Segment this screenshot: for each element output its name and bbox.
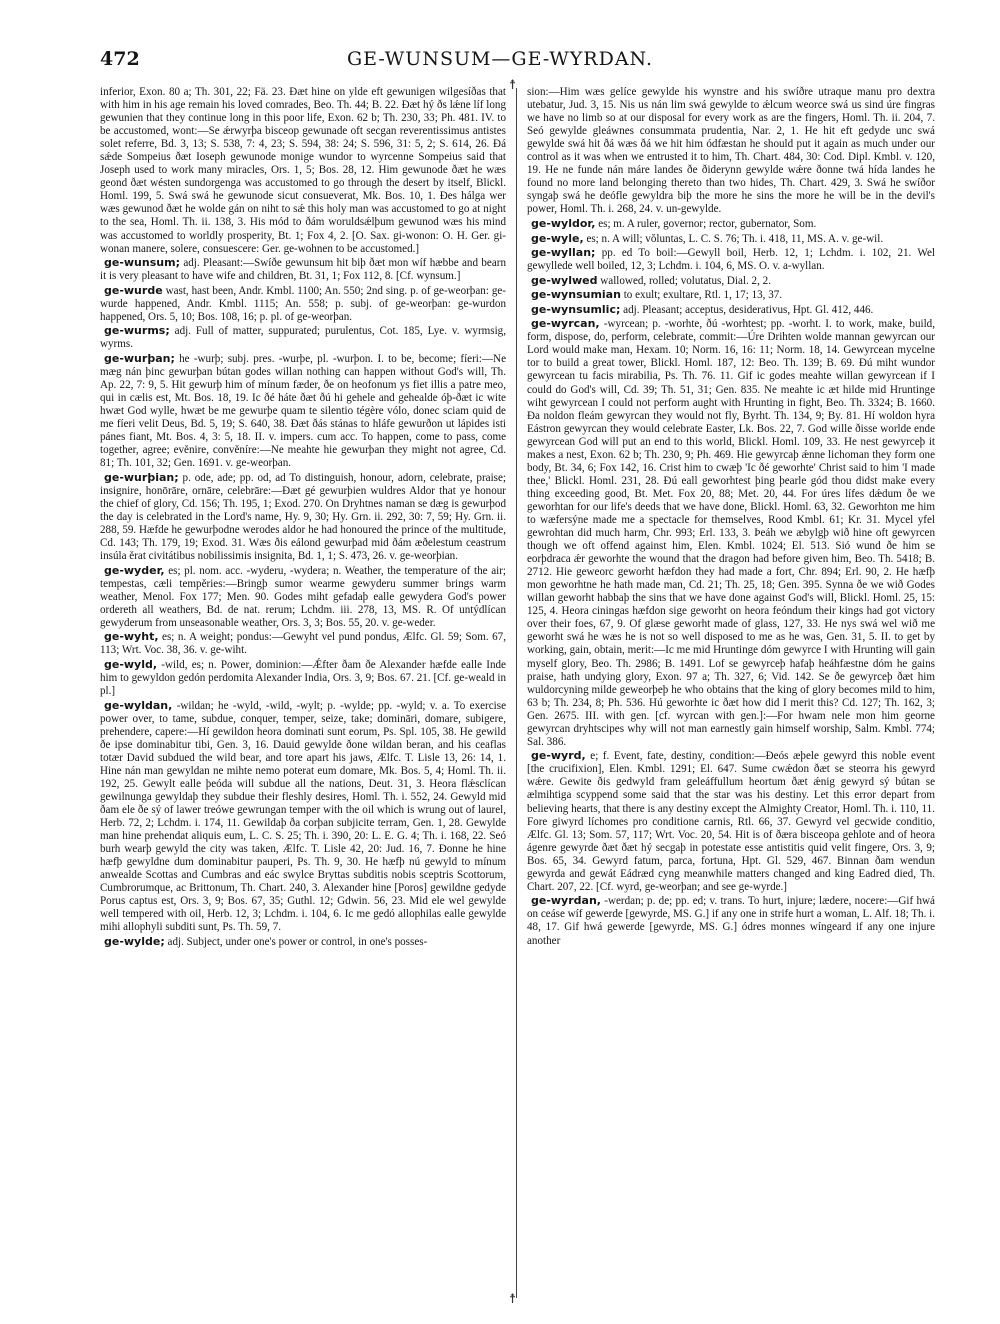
dictionary-entry <box>100 352 506 470</box>
entry-headword: ge-wurde <box>104 283 163 297</box>
column-divider <box>516 88 517 1298</box>
dictionary-entry <box>527 217 935 231</box>
entry-headword: ge-wyldan, <box>104 698 173 712</box>
entry-headword: ge-wyldor, <box>531 216 596 230</box>
dictionary-entry <box>100 935 506 949</box>
dictionary-entry <box>527 246 935 273</box>
dictionary-entry <box>100 86 506 256</box>
entry-definition: es; n. A will; vŏluntas, L. C. S. 76; Th. i. 418, 11, MS. A. v. ge-wil. <box>586 232 884 245</box>
entry-headword: ge-wyle, <box>531 231 584 245</box>
entry-headword: ge-wylwed <box>531 273 598 287</box>
right-column <box>527 86 935 1301</box>
entry-definition: adj. Pleasant:—Swíðe gewunsum hit biþ ðæt mon wíf hæbbe and bearn it is very pleasant to have wife and children, Bt. 31, 1; Fox 112, 8. [Cf. wynsum.] <box>100 257 506 283</box>
entry-definition: adj. Subject, under one's power or control, in one's posses- <box>167 936 428 948</box>
entry-headword: ge-wyllan; <box>531 246 596 260</box>
entry-headword: ge-wyder, <box>104 563 165 577</box>
dictionary-entry <box>527 894 935 947</box>
entry-definition: -werdan; p. de; pp. ed; v. trans. To hurt, injure; lædere, nocere:—Gif hwá on ceáse wíf gewerde [gewyrde, MS. G.] if any one in strife hurt a woman, L. Alf. 18; Th. i. 48, 17. Gif hwá gewerde [gewyrde, MS. G.] ódres monnes wíngeard if any one injure another <box>527 895 935 947</box>
entry-definition: wast, hast been, Andr. Kmbl. 1100; An. 550; 2nd sing. p. of ge-weorþan: ge-wurde happened, Andr. Kmbl. 1115; An. 558; p. subj. of ge-weorþan: ge-wurdon happened, Ors. 5, 10; Bos. 108, 16; p. pl. of ge-weorþan. <box>100 284 506 323</box>
entry-definition: inferior, Exon. 80 a; Th. 301, 22; Fä. 23. Ðæt hine on ylde eft gewunigen wilgesíðas that with him in his age remain his loved comrades, Beo. Th. 44; B. 22. Ðæt hý ðs lǽne líf long gewunien that they continue long in this poor life, Exon. 62 b; Th. 230, 33; Ph. 481. IV. to be accustomed, wont:—Se ǽrwyrþa bisceop gewunade oft secgan reverentissimus antistes solet referre, Bd. 3, 13; S. 538, 7: 4, 23; S. 594, 38: 24; S. 596, 31: 5, 2; S. 614, 26. Ðá sǽde Sompeius ðæt Ioseph gewunode monige wundor to wyrcenne Sompeius said that Joseph used to work many miracles, Ors. 1, 5; Bos. 28, 12. Him gewunode ðæt he wæs geond ðæt wésten sundorgenga was accustomed to go through the desert by itself, Blickl. Homl. 199, 5. Swá swá he gewunode sicut consueverat, Mk. Bos. 10, 1. Ðes hálga wer wæs gewunod ðæt he wolde gán on niht to sǽ this holy man was accustomed to go at night to the sea, Homl. Th. ii. 138, 3. His mód to ðám woruldsǽlþum gewunod wæs his mind was accustomed to worldly prosperity, Bt. 1; Fox 4, 2. [O. Sax. gi-wonon: O. H. Ger. gi-wonan manere, solere, consuescere: Ger. ge-wohnen to be accustomed.] <box>100 86 506 255</box>
dictionary-entry <box>100 699 506 935</box>
entry-headword: ge-wunsum; <box>104 256 180 270</box>
dictionary-entry <box>100 284 506 324</box>
entry-headword: ge-wurþian; <box>104 470 179 484</box>
entry-headword: ge-wurms; <box>104 324 170 338</box>
entry-headword: ge-wylde; <box>104 935 165 948</box>
left-column <box>100 86 506 1301</box>
dictionary-entry <box>527 317 935 749</box>
dictionary-entry <box>527 749 935 894</box>
entry-definition: p. ode, ade; pp. od, ad To distinguish, honour, adorn, celebrate, praise; insignire, honōrāre, ornāre, celebrāre:—Ðæt gé gewurþien wuldres Aldor that ye honour the chief of glory, Cd. 156; Th. 195, 1; Exod. 270. On Dryhtnes naman se dæg is gewurþod the day is celebrated in the Lord's name, Hy. 9, 30; Hy. Grn. ii. 292, 30: 7, 59; Hy. Grn. ii. 288, 59. Hæfde he gewurþodne werodes aldor he had honoured the prince of the multitude, Cd. 143; Th. 179, 19; Exod. 31. Wæs ðis eálond gewurþad mid ðám æðelestum ceastrum insúla ěrat civitátibus nobilissimis insignita, Bd. 1, 1; S. 473, 26. v. ge-weorþian. <box>100 471 506 563</box>
dictionary-entry <box>527 86 935 216</box>
entry-definition: -wyrcean; p. -worhte, ðú -worhtest; pp. -worht. I. to work, make, build, form, dispose, do, perform, celebrate, commit:—Úre Drihten wolde mannan gewyrcan our Lord would make man, Hexam. 10; Norm. 16, 16: 11; Norm. 18, 14. Gewyrcean mycelne tor to build a great tower, Blickl. Homl. 187, 12: Beo. Th. 139; B. 69. Ðú miht wundor gewyrcean tu facis mirabilia, Ps. Th. 76. 11. Gif ic godes meahte willan gewyrcean if I could do God's will, Cd. 39; Th. 51, 31; Gen. 835. Ne meahte ic æt hilde mid Hruntinge wiht gewyrcean I could not perform aught with Hrunting in fight, Beo. Th. 3324; B. 1660. Ða noldon fleám gewyrcan they would not fly, Byrht. Th. 134, 9; By. 81. Hí woldon hyra Eástron gewyrcan they would celebrate Easter, Lk. Bos. 22, 7. God wille ðisse worlde ende gewyrcean God will put an end to this world, Blickl. Homl. 109, 33. He nest gewyrceþ it makes a nest, Exon. 62 b; Th. 230, 9; Ph. 469. Hie gewyrcaþ ǽnne lichoman they form one body, Bt. 34, 6; Fox 142, 16. Crist him to cwæþ 'Ic ðé geworhte' Christ said to him 'I made thee,' Blickl. Homl. 231, 28. Ðú eall geworhtest þing þearle gód thou didst make every thing exceeding good, Bt. Met. Fox 20, 88; Met. 20, 44. For úres lífes dǽdum ðe we geworhtan for our life's deeds that we have done, Blickl. Homl. 63, 32. Geworhton me him to wæfersýne made me a spectacle for themselves, Rood Kmbl. 61; Kr. 31. Mycel yfel gewrohtan did much harm, Chr. 993; Erl. 133, 3. Þeáh we æbylgþ wið hine oft gewyrcen though we oft offend against him, Elen. Kmbl. 1024; El. 513. Sió wund ðe him se eorþdraca ǽr geworhte the wound that the dragon had before given him, Beo. Th. 5418; B. 2712. Hie geweorc geworht hæfdon they had made a fort, Chr. 894; Erl. 90, 2. He hæfþ mon geworhtne he hath made man, Cd. 21; Th. 25, 18; Gen. 395. Synna ðe we wið Godes willan geworht habbaþ the sins that we have done against God's will, Blickl. Homl. 25, 15: 125, 4. Heora ciningas hæfdon sige geworht on heora feóndum their kings had got victory over their foes, 67, 9. Of glæse geworht made of glass, 127, 33. He nys swá wel wið me geworht swá he wæs he is not so well disposed to me as he was, Gen. 31, 5. II. to get by working, gain, obtain, merit:—Ic me mid Hruntinge dóm gewyrce I with Hrunting will gain myself glory, Beo. Th. 2986; B. 1491. Lof se gewyrceþ hafaþ heáhfæstne dóm he gains praise, hath undying glory, Exon. 97 a; Th. 327, 6; Vid. 142. Se ðe gewyrceþ ðæt him wuldorcyning milde geweorþeþ he who obtains that the king of glory becomes mild to him, 63 b; Th. 234, 8; Ph. 536. Hú geworhte ic ðæt how did I merit this? Cd. 127; Th. 162, 3; Gen. 2675. III. with gen. [cf. wyrcan with gen.]:—For hwam nele mon him georne gewyrcan dryhtscipes why will not man earnestly gain himself worship, Salm. Kmbl. 774; Sal. 386. <box>527 318 935 748</box>
dictionary-entry <box>100 471 506 563</box>
entry-definition: to exult; exultare, Rtl. 1, 17; 13, 37. <box>623 289 783 302</box>
entry-headword: ge-wynsumlic; <box>531 302 621 316</box>
entry-headword: ge-wyrd, <box>531 749 586 763</box>
entry-definition: he -wurþ; subj. pres. -wurþe, pl. -wurþon. I. to be, become; fíeri:—Ne mæg nán þinc gewurþan bútan godes willan nothing can happen without God's will, Th. Ap. 22, 7: 9, 5. Hit gewurþ him of mínum fæder, ðe on heofonum ys fiet illis a patre meo, qui in cælis est, Mt. Bos. 18, 19. Ic ðé háte ðæt ðú hi gehele and gehealde óþ-ðæt ic wite hwæt God wylle, hwæt be me gewurþe quam te silentio tégère vólo, donec sciam quid de me fíeri velit Deus, Bd. 5, 19; S. 640, 38. Ðæt ðás stánas to hláfe gewurðon ut lápides isti pánes fiant, Mt. Bos. 4, 3: 5, 18. II. v. impers. cum acc. To happen, come to pass, come together, agree; evěnire, convěníre:—Ne meahte hie gewurþan they might not agree, Cd. 81; Th. 101, 32; Gen. 1691. v. ge-weorþan. <box>100 352 506 470</box>
dictionary-entry <box>100 324 506 351</box>
entry-definition: sion:—Him wæs gelíce gewylde his wynstre and his swíðre utraque manu pro dextra utebatur, Jud. 3, 15. Nis us nán lim swá gewylde to ǽlcum weorce swá us sind úre fingras we have no limb so at our disposal for every work as are the fingers, Homl. Th. ii. 204, 7. Seó gewylde gleáwnes consummata prudentia, Nar. 2, 1. He hit eft gedyde unc swá gewylde swá hit ðá wæs ðá we hit him ódfæstan he should put it again as much under our control as it was when we entrusted it to him, Th. Chart. 484, 30: Cod. Dipl. Kmbl. v. 120, 19. He ne funde nán máre landes ðe ðiderynn gewylde wǽre ðonne twá hída landes he found no more land belonging thereto than two hides, Th. Chart. 429, 3. Swá he swíðor syngaþ swá he deófle gewyldra biþ the more he sins the more he will be in the devil's power, Homl. Th. i. 268, 24. v. un-gewylde. <box>527 86 935 216</box>
entry-definition: adj. Full of matter, suppurated; purulentus, Cot. 185, Lye. v. wyrmsig, wyrms. <box>100 325 506 351</box>
dictionary-entry <box>527 232 935 246</box>
dictionary-entry <box>100 630 506 657</box>
dictionary-entry <box>100 658 506 698</box>
page-number: 472 <box>100 48 140 70</box>
entry-definition: es; pl. nom. acc. -wyderu, -wydera; n. Weather, the temperature of the air; tempestas, cæli tempěries:—Bringþ sumor wearme gewyderu summer brings warm weather, Menol. Fox 177; Men. 90. Godes miht gefadaþ ealle gewydera God's power ordereth all weathers, Bd. de nat. rerum; Lchdm. iii. 278, 13, MS. R. Of untýdlícan gewyderum from unseasonable weather, Ors. 3, 3; Bos. 55, 20. v. ge-weder. <box>100 564 506 629</box>
entry-headword: ge-wyrcan, <box>531 317 600 331</box>
dictionary-entry <box>527 274 935 288</box>
entry-headword: ge-wyld, <box>104 658 158 672</box>
entry-headword: ge-wyht, <box>104 630 159 644</box>
dictionary-entry <box>527 303 935 317</box>
entry-headword: ge-wynsumian <box>531 288 621 302</box>
entry-definition: es; n. A weight; pondus:—Gewyht vel pund pondus, Ælfc. Gl. 59; Som. 67, 113; Wrt. Voc. 38, 36. v. ge-wiht. <box>100 631 506 657</box>
ornament-bottom-icon: ☨ <box>509 1292 517 1307</box>
entry-headword: ge-wyrdan, <box>531 894 601 908</box>
entry-headword: ge-wurþan; <box>104 351 175 365</box>
entry-definition: -wild, es; n. Power, dominion:—Ǽfter ðam ðe Alexander hæfde ealle Inde him to gewyldon gedón perdomita Alexander India, Ors. 3, 9; Bos. 67. 21. [Cf. ge-weald in pl.] <box>100 659 506 698</box>
dictionary-entry <box>100 564 506 630</box>
entry-definition: -wildan; he -wyld, -wild, -wylt; p. -wylde; pp. -wyld; v. a. To exercise power over, to tame, subdue, conquer, temper, seize, take; domināri, domare, subigere, prehendere, capere:—Hí gewildon heora dominati sunt eorum, Ps. Spl. 105, 38. He gewild ðe ipse dominabitur tibi, Gen. 3, 16. Dauid gewylde ðone wildan beran, and his ceaflas totær David subdued the wild bear, and tore apart his jaws, Ælfc. T. Lisle 13, 26: 14, 1. Hine nán man gewyldan ne mihte nemo poterat eum domare, Mk. Bos. 5, 4; Homl. Th. ii. 192, 25. Gewylt ealle þeóda will subdue all the nations, Deut. 31, 3. Heora flǽsclícan gewilnunga gewyldaþ they subdue their fleshly desires, Homl. Th. i. 552, 24. Gewyld mid ðam ele ðe sý of lawer treówe gewrungan temper with the oil which is wrung out of laurel, Herb. 72, 2; Lchdm. i. 174, 11. Gewildaþ ða corþan subjicite terram, Gen. 1, 28. Gewylde man hine prehendat aliquis eum, L. C. S. 25; Th. i. 390, 20: L. E. G. 4; Th. i. 168, 22. Seó burh wearþ gewyld the city was taken, Ælfc. T. Lisle 42, 20: Jud. 16, 7. Ðonne he hine hæfþ gewyldne dum dominabitur pauperi, Ps. Th. 9, 30. He hæfþ nú gewyld to mínum anwealde Scottas and Cumbras and eác swylce Bryttas subditis nobis sceptris Scottorum, Cumbrorumque, ac Brittonum, Th. Chart. 240, 3. Alexander hine [Poros] gewildne gedyde Porus captus est, Ors. 3, 9; Bos. 67, 35; Guthl. 12; Gdwin. 56, 23. Mid ele wel gewylde well tempered with oil, Herb. 12, 3; Lchdm. i. 104, 6. Ic me gedó allophilas ealle gewylde mihi allophyli subditi sunt, Ps. Th. 59, 7. <box>100 699 506 934</box>
dictionary-entry <box>527 288 935 302</box>
entry-definition: es; m. A ruler, governor; rector, gubernator, Som. <box>598 217 817 230</box>
entry-definition: adj. Pleasant; acceptus, desiderativus, Hpt. Gl. 412, 446. <box>623 303 874 316</box>
entry-definition: e; f. Event, fate, destiny, condition:—Ðeós æþele gewyrd this noble event [the crucifixion], Elen. Kmbl. 1291; El. 647. Sume cwǽdon ðæt se steorra his gewyrd wǽre. Gewite ðis gedwyld fram geleáffullum heortum ðæt ǽnig gewyrd sý bútan se ælmihtiga scyppend some said that the star was his destiny. Let this error depart from believing hearts, that there is any destiny except the Almighty Creator, Homl. Th. i. 110, 11. Fore giwyrd líchomes pro conditione carnis, Rtl. 66, 37. Gewyrd vel gecwide conditio, Ælfc. Gl. 13; Som. 57, 117; Wrt. Voc. 20, 54. Hit is of ðæra bisceopa gehlote and of heora ágenre gewyrde ðæt ðæt hý secgaþ in potestate esse antistitis quid velit fingere, Ors. 3, 9; Bos. 65, 34. Gewyrd fatum, parca, fortuna, Hpt. Gl. 529, 467. Binnan ðam wendun gewyrda and gewát Eádræd cyng meanwhile matters changed and king Eadred died, Th. Chart. 207, 22. [Cf. wyrd, ge-weorþan; and see ge-wyrde.] <box>527 750 935 893</box>
entry-definition: pp. ed To boil:—Gewyll boil, Herb. 12, 1; Lchdm. i. 102, 21. Wel gewyllede well boiled, 12, 3; Lchdm. i. 104, 6, MS. O. v. a-wyllan. <box>527 247 935 273</box>
running-title: GE-WUNSUM—GE-WYRDAN. <box>347 48 653 70</box>
ornament-top-icon: ☨ <box>509 78 517 93</box>
dictionary-entry <box>100 256 506 283</box>
entry-definition: wallowed, rolled; volutatus, Dial. 2, 2. <box>600 274 771 287</box>
